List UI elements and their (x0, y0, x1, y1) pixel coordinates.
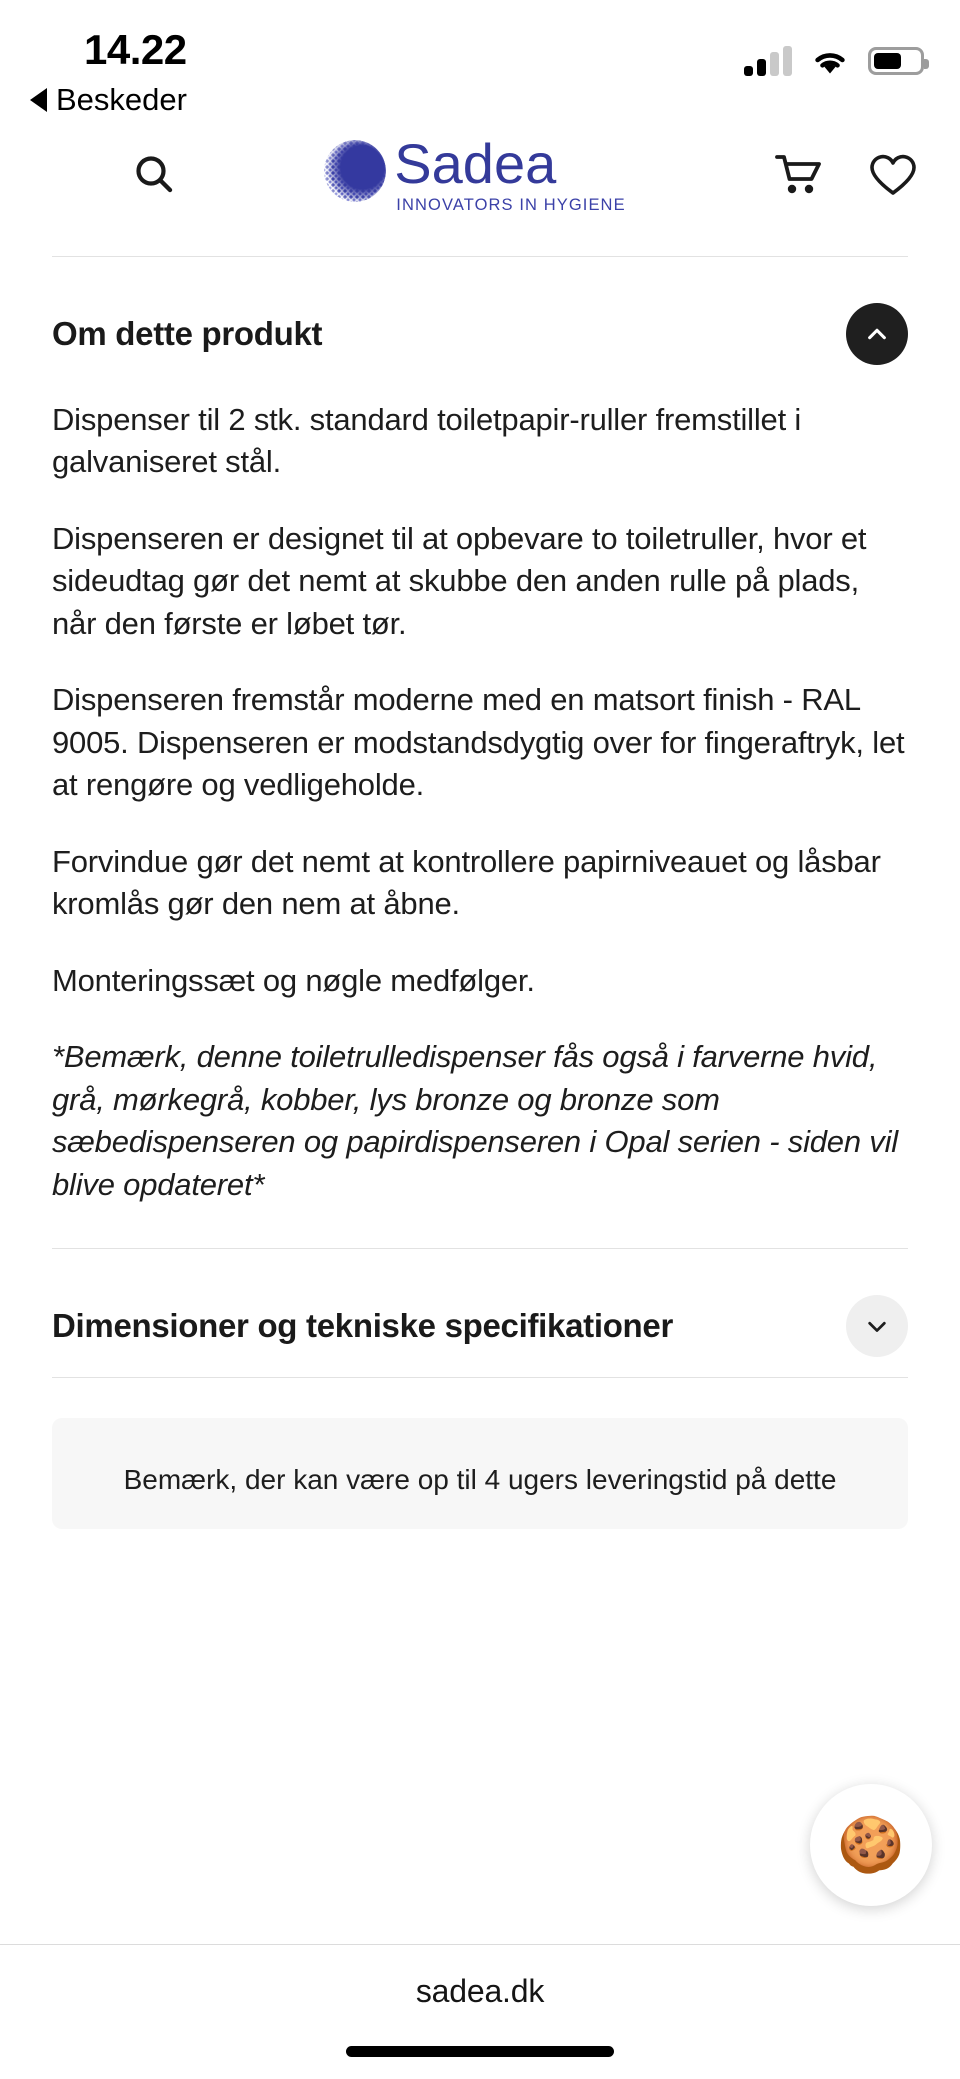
about-paragraph: Forvindue gør det nemt at kontrollere papirniveauet og låsbar kromlås gør den nem at åbne. (52, 843, 881, 922)
ios-status-bar (0, 0, 960, 120)
accordion-dimensions-title: Dimensioner og tekniske specifikationer (52, 1307, 674, 1345)
address-bar[interactable]: sadea.dk (415, 1973, 545, 2009)
browser-bottom-bar (0, 1944, 960, 2079)
cellular-signal-icon (744, 46, 792, 76)
chevron-down-icon (866, 1315, 888, 1337)
about-product-body (52, 385, 908, 1248)
back-label: Beskeder (56, 82, 187, 117)
accordion-about-product-toggle[interactable] (846, 303, 908, 365)
wifi-icon (810, 47, 850, 76)
heart-icon[interactable] (868, 152, 918, 198)
about-note: *Bemærk, denne toiletrulledispenser fås også i farverne hvid, grå, mørkegrå, kobber, lys bronze og bronze som sæbedispenseren og papirdispenseren i Opal serien - siden vil blive opdateret* (52, 1039, 898, 1202)
home-indicator (346, 2046, 614, 2057)
status-time: 14.22 (84, 26, 187, 73)
accordion-about-product-header[interactable] (52, 257, 908, 385)
shopping-cart-icon[interactable] (774, 152, 824, 198)
about-paragraph: Monteringssæt og nøgle medfølger. (52, 962, 535, 998)
site-logo[interactable] (324, 132, 626, 215)
about-paragraph: Dispenseren er designet til at opbevare to toiletruller, hvor et sideudtag gør det nemt at skubbe den anden rulle på plads, når den første er løbet tør. (52, 520, 867, 641)
about-paragraph: Dispenser til 2 stk. standard toiletpapir-ruller fremstillet i galvaniseret stål. (52, 402, 802, 480)
search-icon[interactable] (132, 153, 176, 197)
cookie-consent-button[interactable] (810, 1784, 932, 1906)
accordion-dimensions-header[interactable] (52, 1249, 908, 1377)
about-paragraph: Dispenseren fremstår moderne med en matsort finish - RAL 9005. Dispenseren er modstandsdygtig over for fingeraftryk, let at rengøre og vedligeholde. (52, 682, 905, 803)
cookie-icon: 🍪 (837, 1814, 905, 1875)
product-info-content (0, 230, 960, 1378)
site-header (0, 120, 960, 230)
logo-wordmark: Sadea (394, 132, 557, 196)
delivery-notice: Bemærk, der kan være op til 4 ugers leveringstid på dette (52, 1418, 908, 1529)
hamburger-menu-icon[interactable] (42, 158, 88, 192)
battery-icon (868, 47, 924, 75)
logo-tagline: INNOVATORS IN HYGIENE (396, 196, 626, 215)
status-indicators (744, 46, 924, 76)
accordion-about-product-title: Om dette produkt (52, 315, 323, 352)
accordion-dimensions-toggle[interactable] (846, 1295, 908, 1357)
chevron-up-icon (866, 323, 888, 345)
delivery-notice-wrap (0, 1378, 960, 1529)
halftone-sphere-icon (324, 140, 386, 202)
back-caret-icon (30, 88, 47, 112)
back-to-messages-link[interactable] (30, 82, 187, 118)
